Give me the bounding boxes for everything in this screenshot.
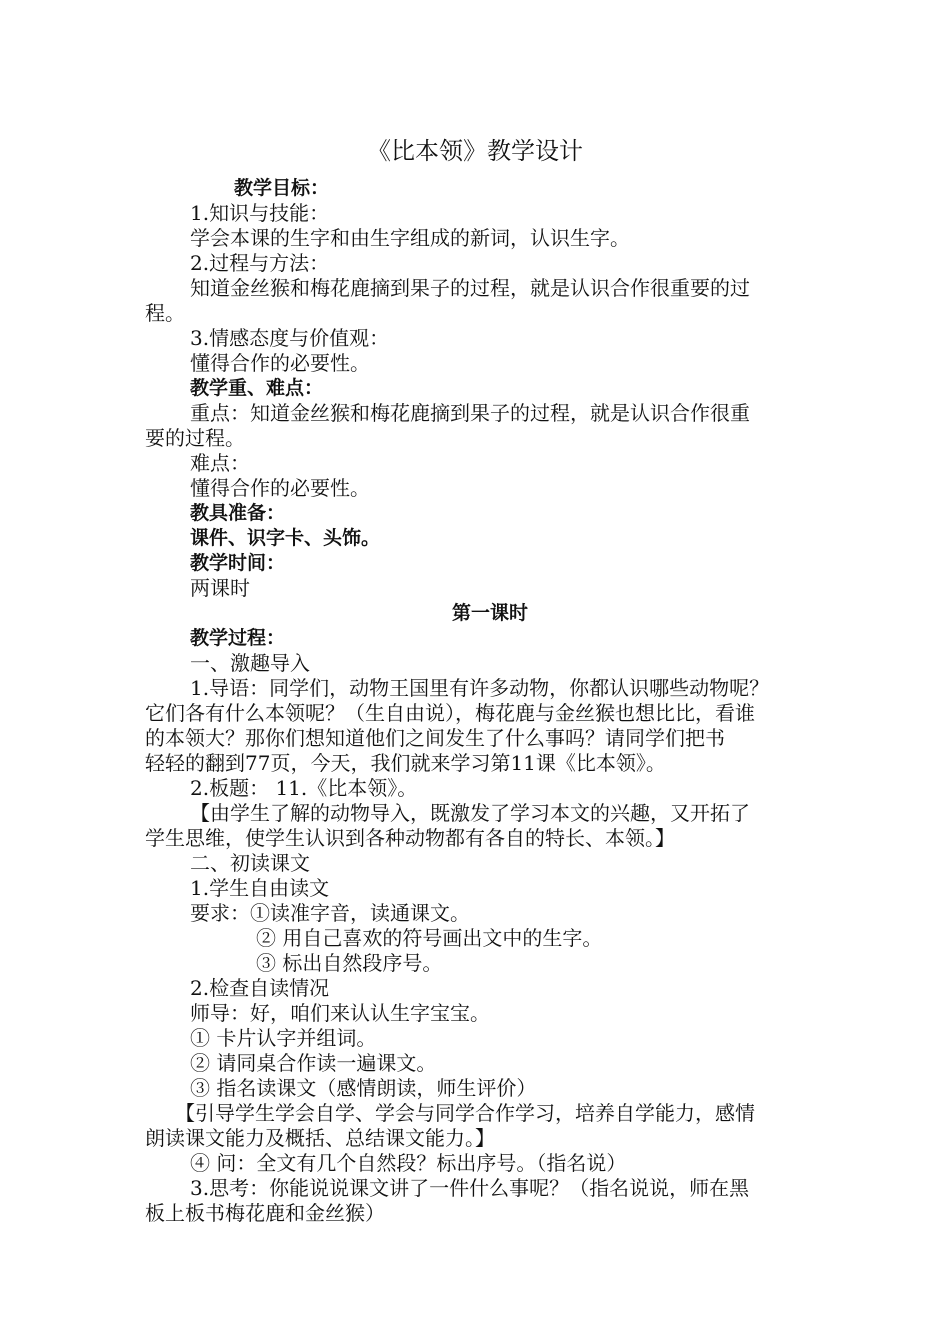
heading-key-points: 教学重、难点： xyxy=(190,377,324,399)
paragraph-line: 2.过程与方法： xyxy=(190,251,330,275)
paragraph-line: ② 用自己喜欢的符号画出文中的生字。 xyxy=(256,926,603,950)
paragraph-line: 难点： xyxy=(190,451,250,475)
heading-teaching-goals: 教学目标： xyxy=(234,177,330,199)
paragraph-line: 学会本课的生字和由生字组成的新词，认识生字。 xyxy=(190,226,630,250)
document-title: 《比本领》教学设计 xyxy=(367,137,583,165)
paragraph-line: ④ 问：全文有几个自然段？标出序号。（指名说） xyxy=(190,1151,627,1175)
paragraph-line: 师导：好，咱们来认认生字宝宝。 xyxy=(190,1001,490,1025)
paragraph-line: 3.情感态度与价值观： xyxy=(190,326,390,350)
heading-teaching-process: 教学过程： xyxy=(190,627,286,649)
paragraph-line: 1.学生自由读文 xyxy=(190,876,330,900)
heading-teaching-aids: 教具准备： xyxy=(190,502,286,524)
paragraph-line: ③ 指名读课文（感情朗读，师生评价） xyxy=(190,1076,537,1100)
paragraph-line: 2.板题： 11.《比本领》。 xyxy=(190,776,418,800)
paragraph-line: 2.检查自读情况 xyxy=(190,976,330,1000)
paragraph-line: 3.思考：你能说说课文讲了一件什么事呢？（指名说说，师在黑 xyxy=(190,1176,750,1200)
paragraph-line: 板上板书梅花鹿和金丝猴） xyxy=(145,1201,385,1225)
paragraph-line: ① 卡片认字并组词。 xyxy=(190,1026,377,1050)
paragraph-line: 程。 xyxy=(145,301,185,325)
heading-first-lesson: 第一课时 xyxy=(452,602,529,624)
paragraph-line: 要的过程。 xyxy=(145,426,245,450)
paragraph-line: 它们各有什么本领呢？（生自由说），梅花鹿与金丝猴也想比比，看谁 xyxy=(145,701,755,725)
teaching-aids-list: 课件、识字卡、头饰。 xyxy=(190,527,381,549)
paragraph-line: 学生思维，使学生认识到各种动物都有各自的特长、本领。】 xyxy=(145,826,675,850)
paragraph-line: 一、激趣导入 xyxy=(190,651,310,675)
paragraph-line: 【引导学生学会自学、学会与同学合作学习，培养自学能力，感情 xyxy=(175,1101,755,1125)
paragraph-line: 懂得合作的必要性。 xyxy=(190,476,370,500)
paragraph-line: ③ 标出自然段序号。 xyxy=(256,951,443,975)
paragraph-line: 知道金丝猴和梅花鹿摘到果子的过程，就是认识合作很重要的过 xyxy=(190,276,750,300)
paragraph-line: 要求：①读准字音，读通课文。 xyxy=(190,901,470,925)
paragraph-line: 轻轻的翻到77页，今天，我们就来学习第11课《比本领》。 xyxy=(145,751,666,775)
paragraph-line: ② 请同桌合作读一遍课文。 xyxy=(190,1051,437,1075)
paragraph-line: 二、初读课文 xyxy=(190,851,310,875)
paragraph-line: 重点：知道金丝猴和梅花鹿摘到果子的过程，就是认识合作很重 xyxy=(190,401,750,425)
paragraph-line: 朗读课文能力及概括、总结课文能力。】 xyxy=(145,1126,495,1150)
paragraph-line: 【由学生了解的动物导入，既激发了学习本文的兴趣，又开拓了 xyxy=(190,801,750,825)
paragraph-line: 懂得合作的必要性。 xyxy=(190,351,370,375)
paragraph-line: 两课时 xyxy=(190,576,250,600)
paragraph-line: 1.知识与技能： xyxy=(190,201,330,225)
heading-teaching-time: 教学时间： xyxy=(190,552,286,574)
paragraph-line: 的本领大？那你们想知道他们之间发生了什么事吗？请同学们把书 xyxy=(145,726,725,750)
paragraph-line: 1.导语：同学们，动物王国里有许多动物，你都认识哪些动物呢？ xyxy=(190,676,770,700)
